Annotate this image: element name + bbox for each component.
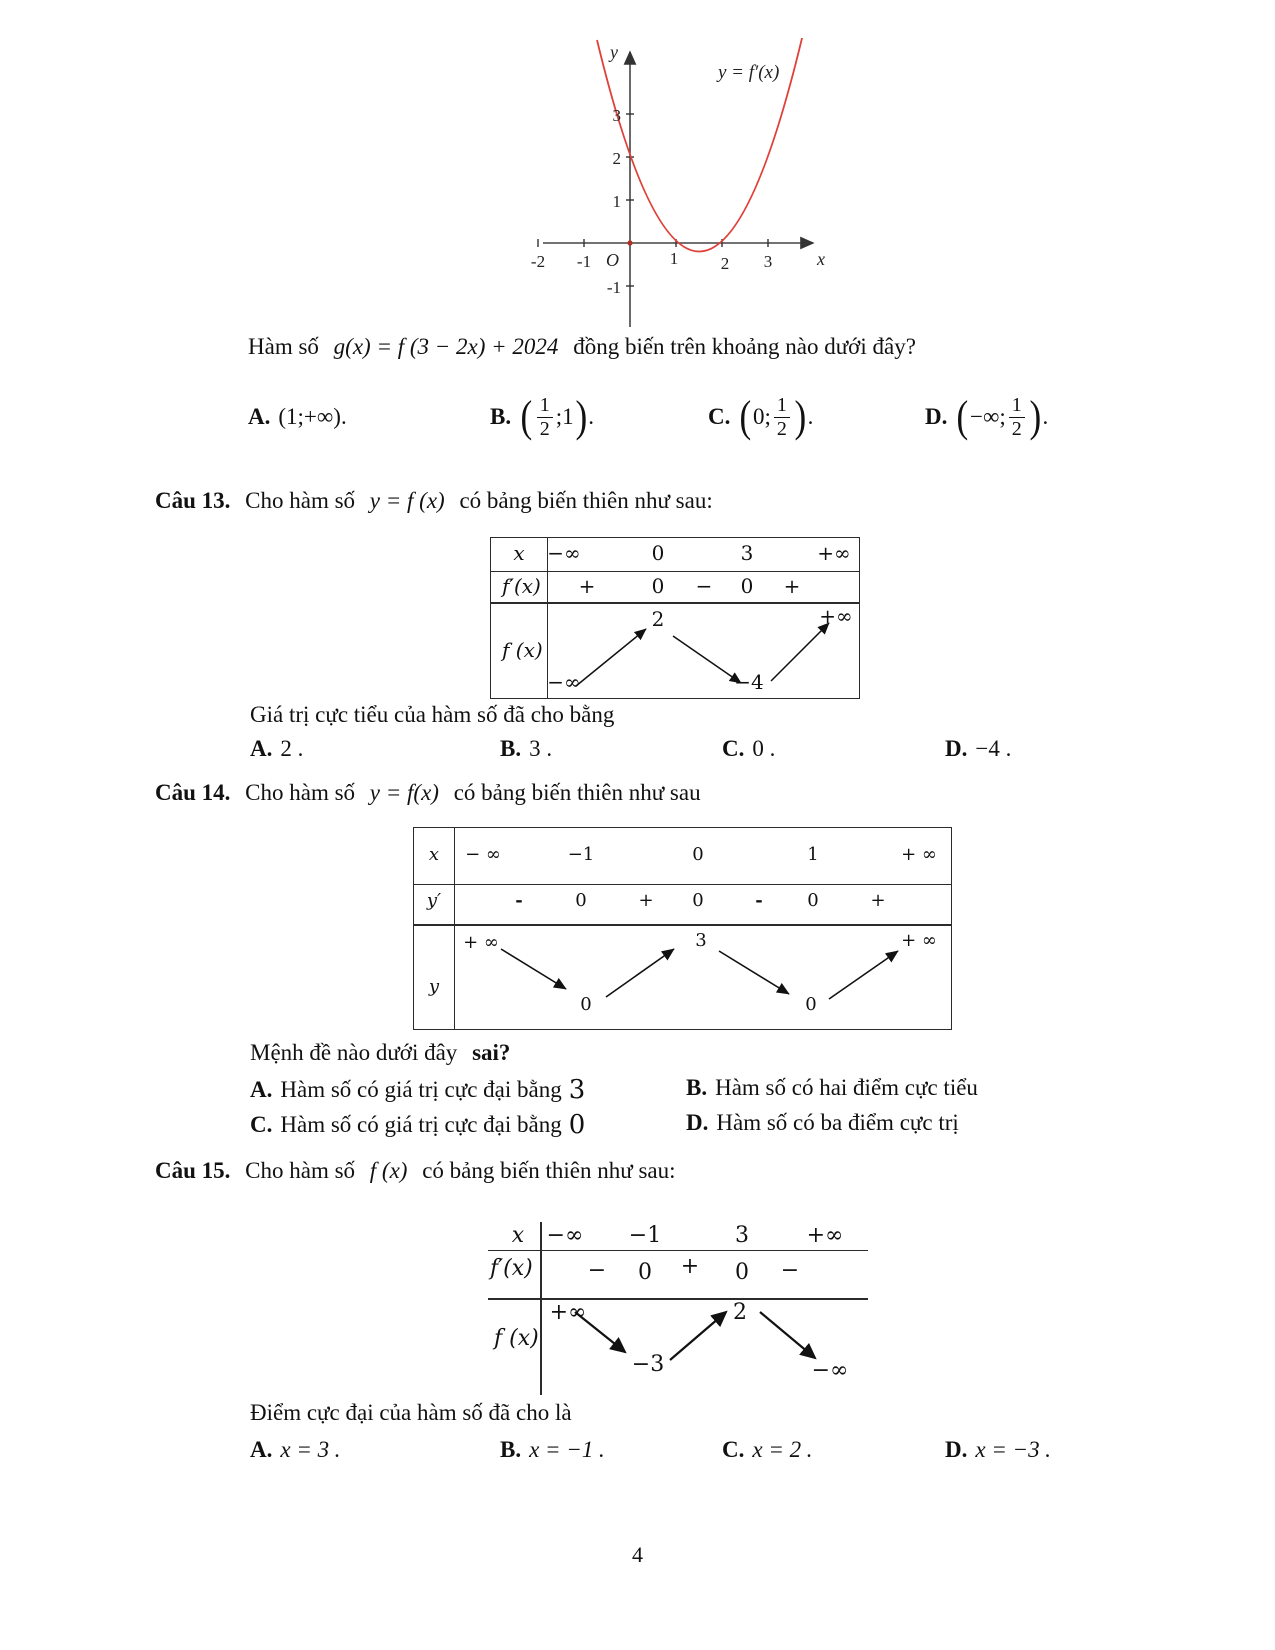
option-label: B. [500, 1437, 522, 1462]
q12-option-c [708, 386, 813, 448]
option-period: . [598, 1437, 605, 1462]
open-paren: ( [956, 392, 969, 442]
x-value: 3 [740, 541, 754, 565]
option-value: −4 . [975, 736, 1012, 761]
sign-value: + [783, 574, 801, 598]
sign-value: + [870, 890, 886, 911]
arrow-up [606, 949, 674, 997]
x-value: −1 [567, 844, 595, 865]
y-axis-label: y [610, 42, 618, 62]
origin-dot [627, 240, 632, 245]
x-value: −∞ [546, 1223, 584, 1248]
x-tick-label: -2 [530, 252, 546, 271]
intro-text: có bảng biến thiên như sau: [422, 1158, 676, 1183]
option-label: C. [708, 404, 731, 429]
option-value: 2 . [280, 736, 304, 761]
option-math-value: 3 [568, 1075, 586, 1105]
row-label-x: x [511, 1223, 525, 1248]
option-value: 3 . [529, 736, 553, 761]
option-period: . [340, 404, 347, 429]
q12-question [248, 334, 916, 360]
arrow-up [670, 1312, 726, 1360]
y-tick-label: -1 [606, 278, 621, 297]
fraction-numerator: 1 [776, 394, 787, 417]
axis-ticks [538, 114, 768, 286]
y-limit-value: + ∞ [901, 930, 937, 951]
y-max-value: 3 [695, 930, 707, 951]
row-label-x: x [428, 844, 440, 865]
page-number: 4 [632, 1542, 643, 1567]
sign-value: − [695, 574, 713, 598]
monotonicity-arrows [454, 924, 951, 1029]
open-paren: ( [520, 392, 533, 442]
arrow-down [760, 1312, 815, 1358]
c15-option-b [500, 1437, 604, 1463]
c15-option-c [722, 1437, 812, 1463]
c13-heading [155, 488, 713, 514]
arrow-down [719, 951, 789, 994]
q12-question-suffix: đồng biến trên khoảng nào dưới đây? [573, 334, 916, 359]
q12-option-a [248, 386, 347, 448]
option-label: B. [686, 1075, 708, 1100]
y-tick-label: 3 [612, 106, 621, 125]
sign-value: 0 [575, 890, 587, 911]
question-number: Câu 15. [155, 1158, 231, 1183]
fraction [774, 394, 790, 440]
sign-value: 0 [740, 574, 754, 598]
option-label: D. [945, 1437, 968, 1462]
curve-label: y = f′(x) [718, 62, 780, 83]
c14-option-c [250, 1110, 585, 1140]
sign-value: + [638, 890, 654, 911]
option-math-value: x = 3 [280, 1437, 330, 1462]
x-value: 0 [692, 844, 704, 865]
option-period: . [1044, 1437, 1051, 1462]
option-label: D. [925, 404, 948, 429]
f-max-value: 2 [651, 607, 665, 631]
c15-variation-table [488, 1222, 868, 1395]
intro-text: Cho hàm số [245, 780, 356, 805]
row-label-fprime: f′(x) [490, 1256, 533, 1281]
x-value: −∞ [547, 541, 581, 565]
c14-question [250, 1040, 510, 1066]
y-min-value: 0 [805, 994, 817, 1015]
option-math-value: x = 2 [752, 1437, 802, 1462]
option-math-value: x = −3 [975, 1437, 1040, 1462]
option-period: . [806, 1437, 812, 1462]
y-tick-label: 1 [612, 192, 621, 211]
x-tick-label: 3 [763, 252, 773, 271]
fraction-denominator: 2 [1009, 417, 1025, 440]
option-label: A. [250, 1077, 273, 1102]
row-label-y: y [428, 976, 440, 997]
c13-option-a [250, 736, 303, 762]
c14-option-d [686, 1110, 959, 1136]
c15-question: Điểm cực đại của hàm số đã cho là [250, 1400, 572, 1425]
f-limit-value: −∞ [547, 670, 581, 694]
row-label-f: f (x) [494, 1326, 539, 1351]
fraction-denominator: 2 [537, 417, 553, 440]
option-value: Hàm số có giá trị cực đại bằng [280, 1112, 562, 1137]
option-label: D. [686, 1110, 709, 1135]
c15-heading [155, 1158, 676, 1184]
monotonicity-arrows [540, 1298, 868, 1395]
y-min-value: 0 [580, 994, 592, 1015]
x-value: − ∞ [465, 844, 501, 865]
c14-heading [155, 780, 701, 806]
option-value: Hàm số có hai điểm cực tiểu [715, 1075, 978, 1100]
close-paren: ) [1029, 392, 1041, 442]
option-value: 0; [753, 404, 771, 429]
intro-math: y = f(x) [369, 780, 439, 805]
q12-question-prefix: Hàm số [248, 334, 319, 359]
sign-value: 0 [651, 574, 665, 598]
row-label-yprime: y′ [426, 890, 442, 911]
derivative-graph [518, 38, 833, 330]
sign-value: 0 [692, 890, 704, 911]
f-min-value: −4 [734, 670, 764, 694]
option-value: ;1 [555, 404, 574, 429]
intro-text: có bảng biến thiên như sau: [459, 488, 713, 513]
option-label: C. [722, 736, 745, 761]
sign-value: − [587, 1258, 607, 1283]
x-value: + ∞ [901, 844, 937, 865]
c13-variation-table [490, 537, 860, 699]
f-min-value: −3 [631, 1352, 665, 1377]
sign-value: 0 [638, 1260, 652, 1285]
arrow-down [673, 636, 741, 683]
monotonicity-arrows [547, 603, 859, 698]
c13-option-d [945, 736, 1011, 762]
intro-math: f (x) [369, 1158, 408, 1183]
question-number: Câu 14. [155, 780, 231, 805]
x-value: +∞ [806, 1223, 844, 1248]
sign-value: - [515, 890, 523, 911]
option-label: B. [490, 404, 512, 429]
c14-option-b [686, 1075, 978, 1101]
q12-question-math: g(x) = f (3 − 2x) + 2024 [333, 334, 559, 359]
x-value: +∞ [817, 541, 851, 565]
option-value: Hàm số có giá trị cực đại bằng [280, 1077, 562, 1102]
c15-option-d [945, 1437, 1050, 1463]
c13-option-c [722, 736, 775, 762]
option-period: . [1042, 404, 1049, 429]
row-label-f: f (x) [502, 638, 543, 662]
option-label: A. [250, 1437, 273, 1462]
option-period: . [588, 404, 595, 429]
c14-variation-table [413, 827, 952, 1030]
fraction-numerator: 1 [539, 394, 550, 417]
arrow-up [771, 623, 829, 681]
question-bold-text: sai? [472, 1040, 511, 1065]
fraction-denominator: 2 [774, 417, 790, 440]
arrow-up [829, 951, 898, 999]
option-math-value: x = −1 [529, 1437, 594, 1462]
c13-question: Giá trị cực tiểu của hàm số đã cho bằng [250, 702, 615, 727]
c13-option-b [500, 736, 552, 762]
y-limit-value: + ∞ [463, 932, 499, 953]
c14-option-a [250, 1075, 585, 1105]
question-text: Mệnh đề nào dưới đây [250, 1040, 458, 1065]
table-line [488, 1250, 868, 1251]
x-value: 3 [735, 1223, 749, 1248]
x-value: 0 [651, 541, 665, 565]
q12-option-d [925, 386, 1048, 448]
option-value: Hàm số có ba điểm cực trị [716, 1110, 959, 1135]
c15-option-a [250, 1437, 340, 1463]
sign-value: - [755, 890, 763, 911]
f-limit-value: −∞ [811, 1358, 849, 1383]
sign-value: − [780, 1258, 800, 1283]
fraction-numerator: 1 [1011, 394, 1022, 417]
x-axis-label: x [817, 249, 825, 269]
arrow-down [575, 1312, 625, 1352]
intro-text: Cho hàm số [245, 488, 356, 513]
x-value: 1 [807, 844, 819, 865]
option-value: −∞; [970, 404, 1006, 429]
sign-value: + [578, 574, 596, 598]
f-max-value: 2 [733, 1300, 747, 1325]
arrow-down [501, 949, 566, 989]
intro-text: Cho hàm số [245, 1158, 356, 1183]
x-tick-label: -1 [576, 252, 592, 271]
arrow-up [576, 629, 646, 686]
option-value: 0 . [752, 736, 776, 761]
row-label-x: x [513, 541, 525, 565]
open-paren: ( [739, 392, 752, 442]
close-paren: ) [794, 392, 807, 442]
question-number: Câu 13. [155, 488, 231, 513]
option-math-value: 0 [568, 1110, 586, 1140]
option-label: A. [250, 736, 273, 761]
sign-value: 0 [807, 890, 819, 911]
option-label: D. [945, 736, 968, 761]
intro-math: y = f (x) [369, 488, 445, 513]
option-label: C. [722, 1437, 745, 1462]
option-label: B. [500, 736, 522, 761]
option-value: (1;+∞) [278, 404, 341, 429]
sign-value: 0 [735, 1260, 749, 1285]
option-label: C. [250, 1112, 273, 1137]
fraction [1009, 394, 1025, 440]
f-limit-value: +∞ [549, 1300, 587, 1325]
f-limit-value: +∞ [819, 604, 853, 628]
q12-option-b [490, 386, 594, 448]
row-label-fprime: f′(x) [502, 574, 541, 598]
option-period: . [334, 1437, 340, 1462]
x-value: −1 [628, 1223, 662, 1248]
close-paren: ) [575, 392, 587, 442]
x-tick-label: 1 [669, 249, 679, 268]
intro-text: có bảng biến thiên như sau [453, 780, 701, 805]
option-label: A. [248, 404, 271, 429]
fraction [537, 394, 553, 440]
table-line [414, 884, 951, 885]
x-tick-label: 2 [720, 254, 730, 273]
table-line [491, 571, 859, 572]
y-tick-label: 2 [612, 149, 621, 168]
origin-label: O [606, 250, 619, 270]
option-period: . [807, 404, 814, 429]
sign-value: + [680, 1254, 700, 1279]
